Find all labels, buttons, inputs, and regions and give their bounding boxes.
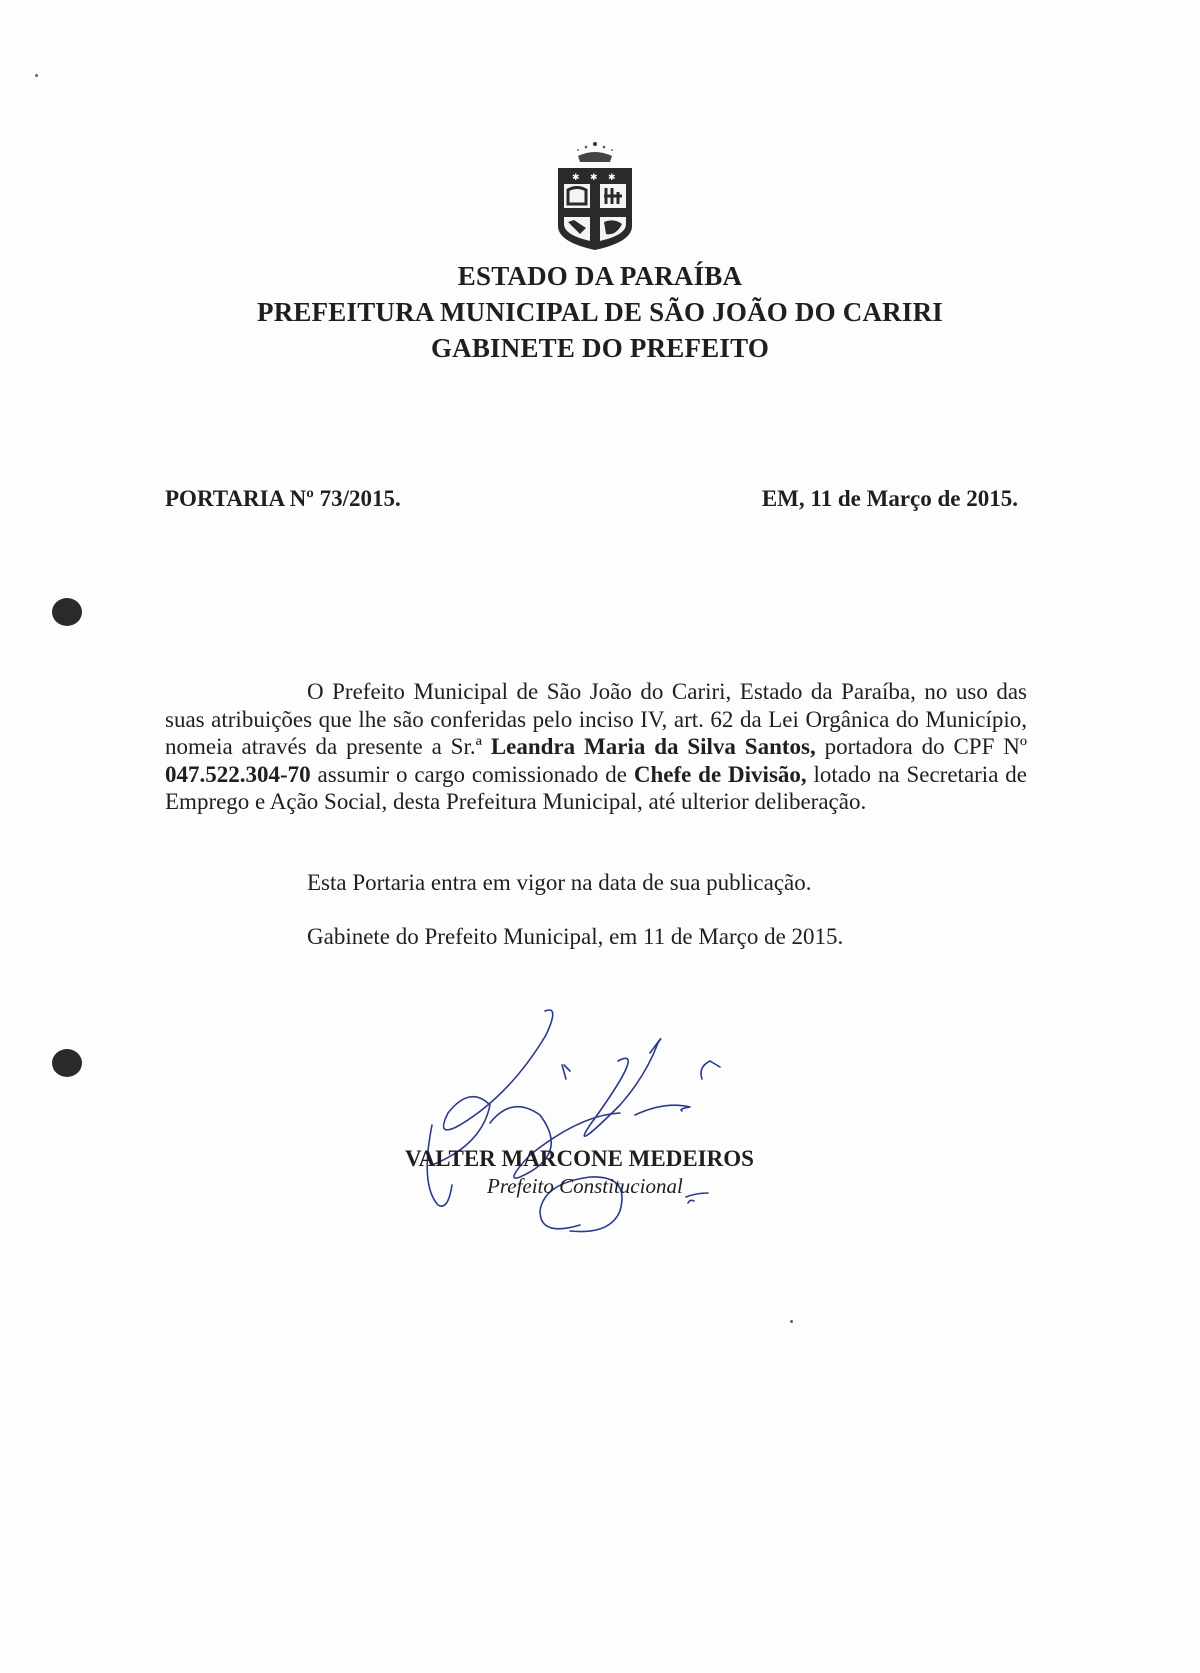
ordinance-body-paragraph [165,678,1027,816]
punch-hole-bottom [52,1049,82,1077]
header-municipality: PREFEITURA MUNICIPAL DE SÃO JOÃO DO CARIRI [257,297,943,327]
scan-speck [35,74,38,77]
body-text: O Prefeito Municipal de São João do Cariri, Estado da Paraíba, no uso das suas atribuições que lhe são conferidas pelo inciso IV, art. 62 da Lei Orgânica do Município, nomeia através da presente a Sr.ª [165,679,1027,759]
svg-text:✱: ✱ [572,173,580,183]
signer-title: Prefeito Constitucional [487,1174,683,1198]
svg-text:✱: ✱ [608,173,616,183]
punch-hole-top [52,598,82,626]
document-header [0,258,1200,366]
body-text: portadora do CPF Nº [815,734,1027,759]
ordinance-number: PORTARIA Nº 73/2015. [165,486,401,511]
effective-clause: Esta Portaria entra em vigor na data de sua publicação. [307,870,812,895]
appointee-name: Leandra Maria da Silva Santos, [490,734,816,759]
handwritten-signature [420,1005,760,1245]
body-text: lotado na Secretaria de Emprego e Ação Social, desta Prefeitura Municipal, até ulterior deliberação. [165,761,1027,814]
ordinance-date: EM, 11 de Março de 2015. [761,486,1018,511]
appointed-role: Chefe de Divisão, [633,761,807,787]
scan-speck [790,1320,793,1323]
closing-place-date: Gabinete do Prefeito Municipal, em 11 de Março de 2015. [307,924,844,949]
header-state: ESTADO DA PARAÍBA [457,261,743,291]
header-office: GABINETE DO PREFEITO [430,333,770,363]
svg-text:✱: ✱ [590,173,598,183]
signer-name: VALTER MARCONE MEDEIROS [405,1146,754,1171]
coat-of-arms-icon [550,138,640,256]
appointee-cpf: 047.522.304-70 [165,761,311,787]
body-text: assumir o cargo comissionado de [310,761,634,787]
